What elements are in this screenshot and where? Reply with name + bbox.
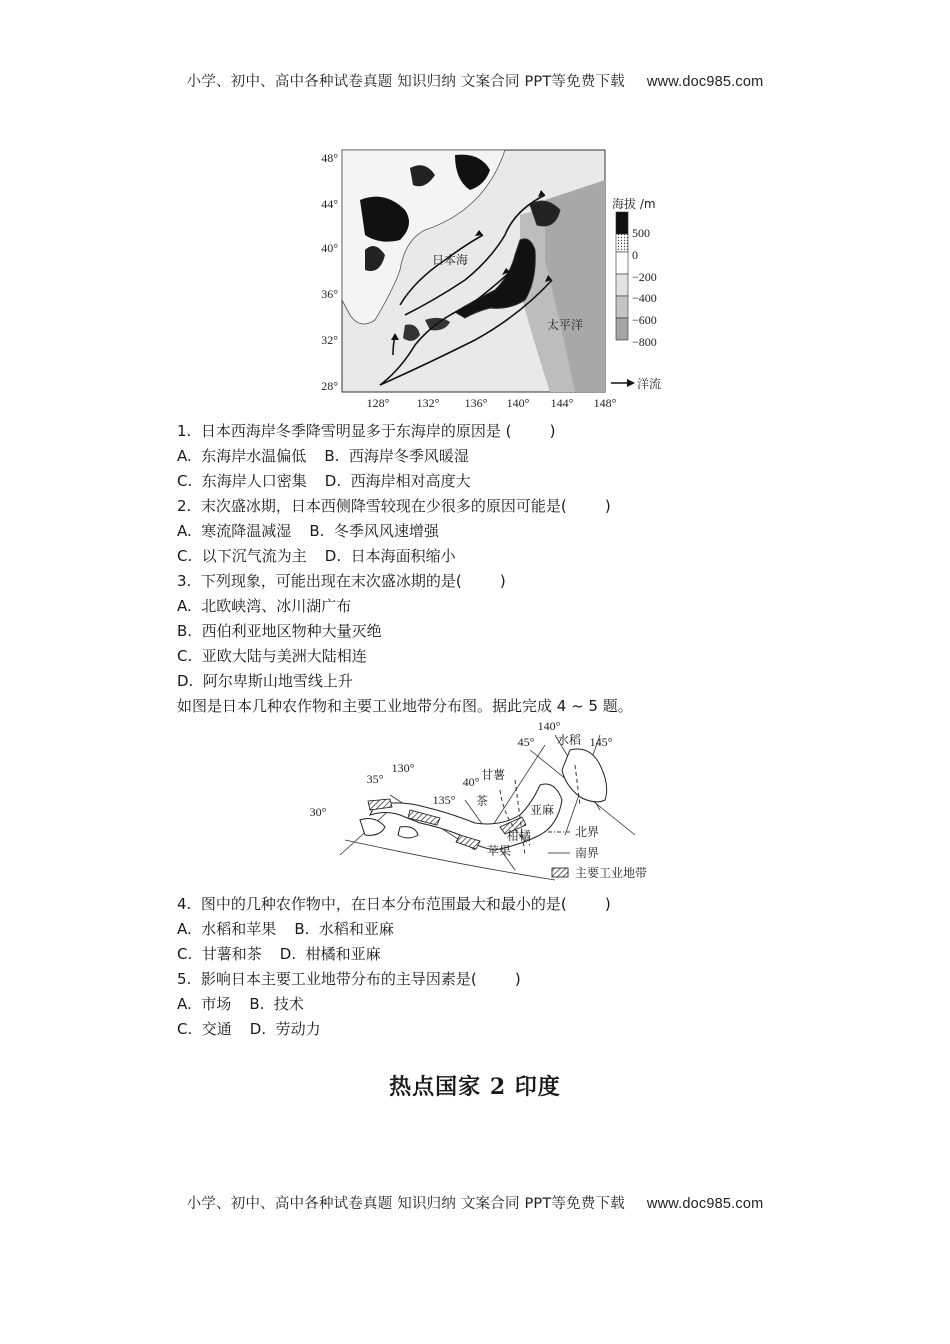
lon-label: 140° [506, 396, 530, 410]
option[interactable]: C. 以下沉气流为主 [177, 547, 307, 565]
question-5-options [177, 1019, 321, 1039]
degree-label: 130° [391, 761, 415, 775]
option[interactable]: D. 西海岸相对高度大 [324, 472, 471, 490]
option[interactable]: A. 北欧峡湾、冰川湖广布 [177, 597, 352, 615]
header-url[interactable]: www.doc985.com [646, 74, 764, 90]
option[interactable]: B. 冬季风风速增强 [309, 522, 439, 540]
lat-label: 48° [321, 151, 338, 165]
degree-label: 140° [537, 719, 561, 733]
question-5-stem: 5. 影响日本主要工业地带分布的主导因素是( ) [177, 970, 521, 988]
question-1-stem: 1. 日本西海岸冬季降雪明显多于东海岸的原因是 ( ) [177, 422, 556, 440]
question-4-options [177, 944, 381, 964]
option[interactable]: C. 交通 [177, 1020, 232, 1038]
header-text: 小学、初中、高中各种试卷真题 知识归纳 文案合同 PPT等免费下载 [186, 74, 625, 90]
degree-label: 45° [517, 735, 535, 749]
question-2-stem: 2. 末次盛冰期，日本西侧降雪较现在少很多的原因可能是( ) [177, 497, 611, 515]
crop-label-flax: 亚麻 [530, 803, 555, 817]
option[interactable]: B. 西伯利亚地区物种大量灭绝 [177, 622, 382, 640]
option[interactable]: D. 劳动力 [249, 1020, 321, 1038]
option[interactable]: D. 阿尔卑斯山地雪线上升 [177, 672, 353, 690]
question-2-options [177, 546, 456, 566]
question-1-options [177, 446, 469, 466]
footer-url[interactable]: www.doc985.com [646, 1196, 764, 1212]
option[interactable]: C. 亚欧大陆与美洲大陆相连 [177, 647, 367, 665]
lon-label: 132° [416, 396, 440, 410]
option[interactable]: B. 西海岸冬季风暖湿 [324, 447, 469, 465]
option[interactable]: A. 东海岸水温偏低 [177, 447, 307, 465]
question-3-stem: 3. 下列现象，可能出现在末次盛冰期的是( ) [177, 572, 506, 590]
degree-label: 30° [309, 805, 327, 819]
option[interactable]: B. 技术 [249, 995, 304, 1013]
pacific-ocean-label: 太平洋 [547, 318, 584, 332]
question-2-options [177, 521, 439, 541]
legend-south-boundary: 南界 [575, 846, 600, 860]
sea-of-japan-label: 日本海 [432, 253, 469, 267]
option[interactable]: D. 柑橘和亚麻 [279, 945, 381, 963]
legend-value: −200 [632, 270, 657, 284]
degree-label: 135° [432, 793, 456, 807]
question-5-options [177, 994, 304, 1014]
crop-label-tea: 茶 [476, 794, 489, 808]
legend-value: 500 [632, 226, 650, 240]
degree-label: 35° [366, 772, 384, 786]
legend-industrial-belt: 主要工业地带 [575, 866, 648, 880]
lat-label: 36° [321, 287, 338, 301]
crop-label-sweet-potato: 甘薯 [481, 768, 506, 782]
question-4-options [177, 919, 394, 939]
lon-label: 144° [550, 396, 574, 410]
legend-north-boundary: 北界 [575, 825, 600, 839]
legend-value: −400 [632, 291, 657, 305]
legend-value: 0 [632, 248, 638, 262]
legend-current-label: 洋流 [637, 377, 662, 391]
option[interactable]: A. 市场 [177, 995, 232, 1013]
legend-title: 海拔 /m [612, 197, 656, 211]
lat-label: 28° [321, 379, 338, 393]
degree-label: 145° [589, 735, 613, 749]
question-1-options [177, 471, 471, 491]
legend-value: −800 [632, 335, 657, 349]
question-4-stem: 4. 图中的几种农作物中，在日本分布范围最大和最小的是( ) [177, 895, 611, 913]
option[interactable]: B. 水稻和亚麻 [294, 920, 394, 938]
option[interactable]: C. 东海岸人口密集 [177, 472, 307, 490]
lat-label: 40° [321, 241, 338, 255]
lat-label: 44° [321, 197, 338, 211]
page-footer [0, 1192, 950, 1213]
lon-label: 136° [464, 396, 488, 410]
lon-label: 128° [366, 396, 390, 410]
option[interactable]: A. 寒流降温减湿 [177, 522, 292, 540]
page-header [0, 70, 950, 91]
footer-text: 小学、初中、高中各种试卷真题 知识归纳 文案合同 PPT等免费下载 [186, 1196, 625, 1212]
degree-label: 40° [462, 775, 480, 789]
crop-label-rice: 水稻 [557, 733, 582, 747]
section-title: 热点国家 2 印度 [389, 1074, 561, 1100]
japan-current-map [305, 140, 675, 412]
option[interactable]: D. 日本海面积缩小 [324, 547, 456, 565]
japan-crops-map [300, 715, 670, 887]
lat-label: 32° [321, 333, 338, 347]
legend-value: −600 [632, 313, 657, 327]
option[interactable]: A. 水稻和苹果 [177, 920, 277, 938]
crop-label-citrus: 柑橘 [507, 829, 532, 843]
instruction-4-5: 如图是日本几种农作物和主要工业地带分布图。据此完成 4 ~ 5 题。 [177, 697, 633, 715]
option[interactable]: C. 甘薯和茶 [177, 945, 262, 963]
crop-label-apple: 苹果 [487, 844, 512, 858]
lon-label: 148° [593, 396, 617, 410]
